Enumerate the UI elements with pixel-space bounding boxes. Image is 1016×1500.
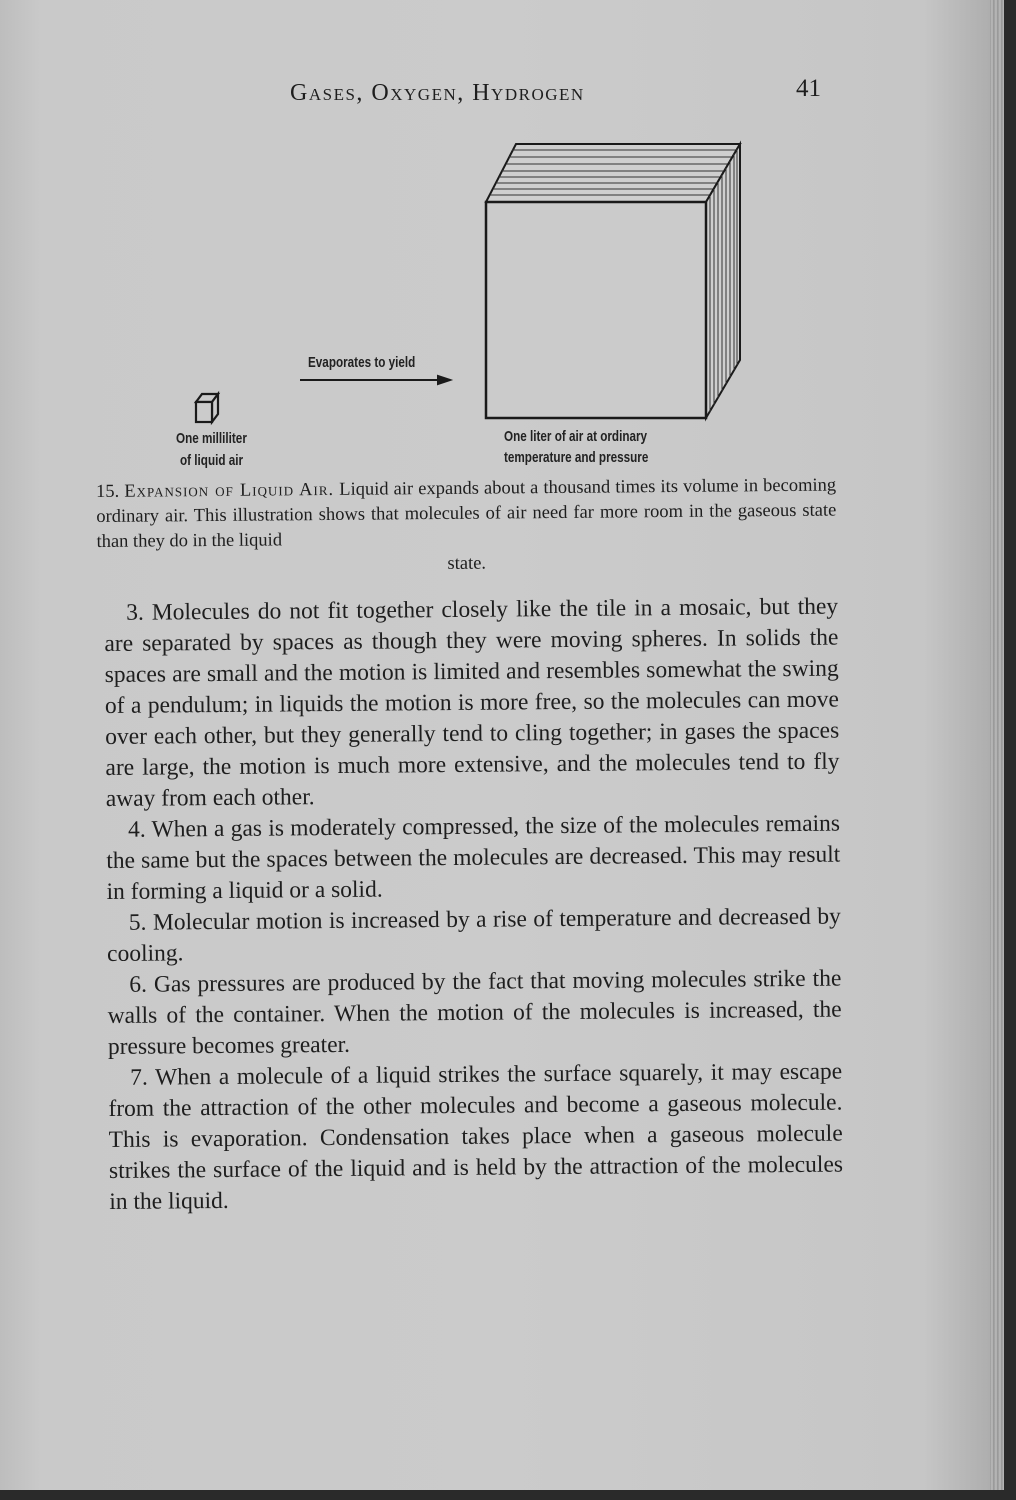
- small-cube-label-line1: One milliliter: [176, 430, 247, 447]
- large-cube-label-line2: temperature and pressure: [504, 449, 649, 466]
- large-cube: [486, 144, 740, 418]
- figure-liquid-air-expansion: [170, 140, 770, 480]
- caption-title: Expansion of Liquid Air.: [124, 479, 335, 502]
- figure-illustration: [170, 140, 770, 480]
- arrow-label: Evaporates to yield: [308, 354, 416, 371]
- arrow-icon: [300, 376, 450, 384]
- running-head: Gases, Oxygen, Hydrogen: [290, 80, 585, 106]
- paragraph-5: 5. Molecular motion is increased by a rise of temperature and decreased by cooling.: [106, 903, 841, 967]
- body-text: [104, 592, 843, 1218]
- page-number: 41: [796, 75, 821, 102]
- figure-caption: [96, 474, 837, 580]
- paragraph-6: 6. Gas pressures are produced by the fact that moving molecules strike the walls of the container. When the motion of the molecules is increased, the pressure becomes greater.: [107, 965, 842, 1060]
- paragraph-7: 7. When a molecule of a liquid strikes the surface squarely, it may escape from the attraction of the other molecules and become a gaseous molecule. This is evaporation. Condensation takes place when a gaseous molecule strikes the surface of the liquid and is held by the attraction of the molecules in the liquid.: [108, 1058, 844, 1215]
- caption-text: Liquid air expands about a thousand times its volume in becoming ordinary air. This illustration shows that molecules of air need far more room in the gaseous state than they do in the liquid: [96, 475, 837, 552]
- caption-figure-number: 15.: [96, 481, 120, 502]
- small-cube-label-line2: of liquid air: [180, 452, 244, 469]
- page-edge: [990, 0, 1004, 1490]
- caption-last-line: state.: [447, 553, 487, 574]
- large-cube-label-line1: One liter of air at ordinary: [504, 428, 648, 445]
- paragraph-4: 4. When a gas is moderately compressed, the size of the molecules remains the same but the spaces between the molecules are decreased. This may result in forming a liquid or a solid.: [106, 810, 841, 905]
- small-cube: [196, 394, 218, 422]
- paragraph-3: 3. Molecules do not fit together closely like the tile in a mosaic, but they are separated by spaces as though they were moving spheres. In solids the spaces are small and the motion is limited and resembles somewhat the swing of a pendulum; in liquids the motion is more free, so the molecules can move over each other, but they generally tend to cling together; in gases the spaces are large, the motion is much more extensive, and the molecules tend to fly away from each other.: [104, 593, 840, 812]
